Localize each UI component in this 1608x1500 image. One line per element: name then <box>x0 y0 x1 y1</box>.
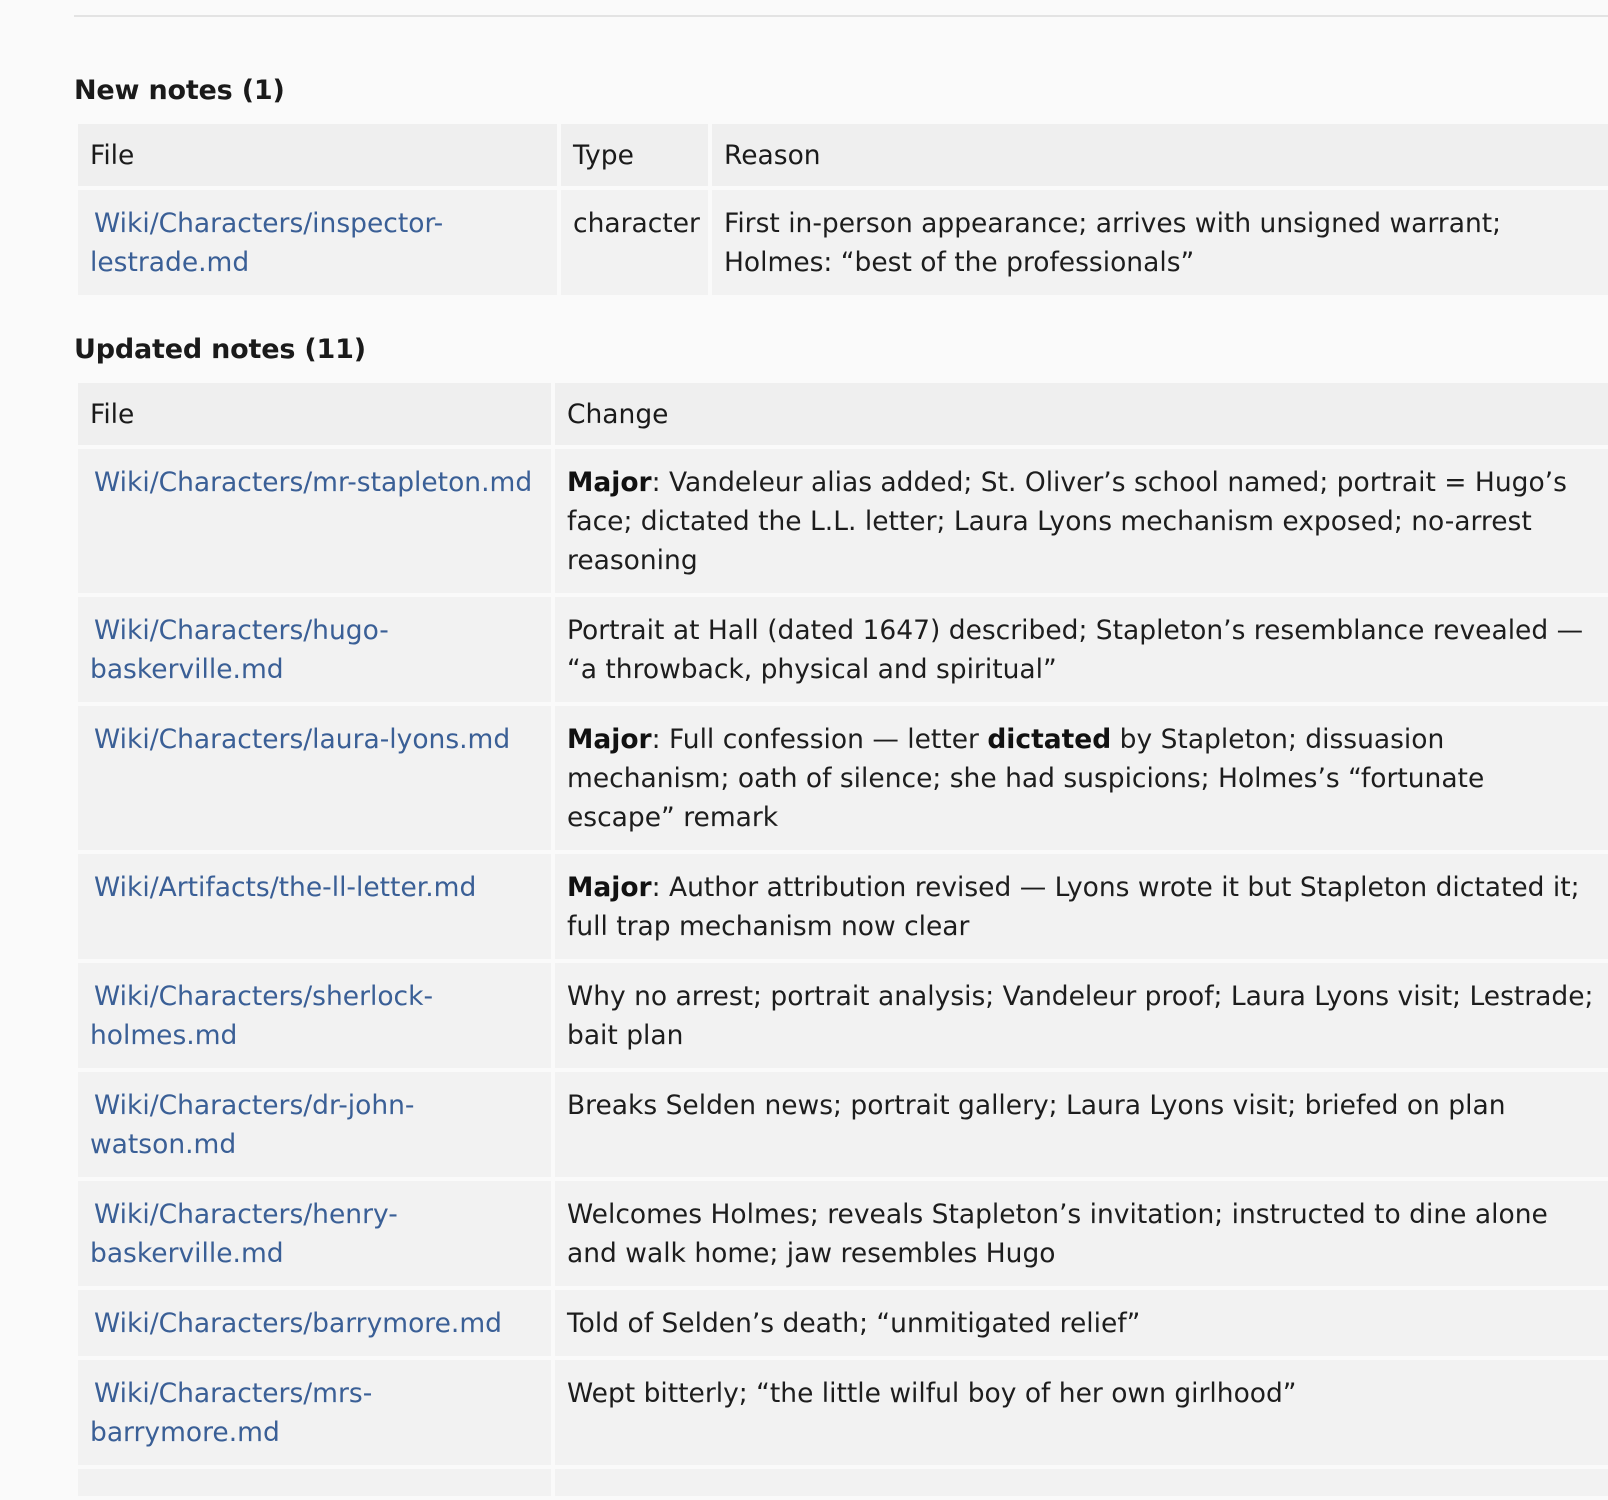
change-text: Told of Selden’s death; “unmitigated relief” <box>567 1308 1141 1339</box>
change-cell <box>555 854 1608 959</box>
change-text: Portrait at Hall (dated 1647) described; Stapleton’s resemblance revealed — “a throwback, physical and spiritual” <box>567 615 1584 685</box>
file-link[interactable]: Wiki/Characters/hugo-baskerville.md <box>90 615 389 685</box>
file-cell <box>78 854 551 959</box>
top-divider <box>74 15 1608 17</box>
table-row <box>78 190 1608 295</box>
table-row <box>78 1072 1608 1177</box>
change-text: Why no arrest; portrait analysis; Vandeleur proof; Laura Lyons visit; Lestrade; bait plan <box>567 981 1594 1051</box>
change-cell <box>555 1290 1608 1356</box>
file-link[interactable]: Wiki/Artifacts/the-ll-letter.md <box>94 872 477 903</box>
change-cell <box>555 1469 1608 1496</box>
change-cell <box>555 1072 1608 1177</box>
new-notes-heading: New notes (1) <box>74 75 285 106</box>
file-cell <box>78 1072 551 1177</box>
table-row <box>78 706 1608 850</box>
table-row <box>78 1469 1608 1496</box>
change-cell <box>555 597 1608 702</box>
header-type: Type <box>561 124 708 186</box>
file-cell <box>78 706 551 850</box>
file-link[interactable]: Wiki/Characters/laura-lyons.md <box>94 724 511 755</box>
table-row <box>78 1360 1608 1465</box>
header-file: File <box>78 124 557 186</box>
reason-cell: First in-person appearance; arrives with unsigned warrant; Holmes: “best of the professionals” <box>712 190 1608 295</box>
major-label: Major <box>567 467 652 498</box>
updated-notes-heading: Updated notes (11) <box>74 334 366 365</box>
new-notes-table <box>74 120 1608 299</box>
change-text: Welcomes Holmes; reveals Stapleton’s invitation; instructed to dine alone and walk home; jaw resembles Hugo <box>567 1199 1548 1269</box>
type-cell: character <box>561 190 708 295</box>
table-row <box>78 449 1608 593</box>
file-link[interactable]: Wiki/Characters/mr-stapleton.md <box>94 467 533 498</box>
change-text: : Vandeleur alias added; St. Oliver’s school named; portrait = Hugo’s face; dictated the L.L. letter; Laura Lyons mechanism exposed; no-arrest reasoning <box>567 467 1567 576</box>
file-link[interactable]: Wiki/Characters/sherlock-holmes.md <box>90 981 434 1051</box>
emphasis-text: dictated <box>987 724 1112 755</box>
file-link[interactable]: Wiki/Characters/inspector-lestrade.md <box>90 208 444 278</box>
updated-notes-table <box>74 379 1608 1500</box>
file-cell <box>78 1469 551 1496</box>
file-cell <box>78 1360 551 1465</box>
change-cell <box>555 963 1608 1068</box>
change-text: : Full confession — letter <box>651 724 988 755</box>
change-cell <box>555 449 1608 593</box>
table-header-row <box>78 383 1608 445</box>
change-cell <box>555 1181 1608 1286</box>
header-reason: Reason <box>712 124 1608 186</box>
table-header-row <box>78 124 1608 186</box>
change-text: Breaks Selden news; portrait gallery; Laura Lyons visit; briefed on plan <box>567 1090 1506 1121</box>
table-row <box>78 1181 1608 1286</box>
major-label: Major <box>567 872 652 903</box>
table-row <box>78 963 1608 1068</box>
change-text: : Author attribution revised — Lyons wrote it but Stapleton dictated it; full trap mechanism now clear <box>567 872 1580 942</box>
file-cell <box>78 190 557 295</box>
change-cell <box>555 706 1608 850</box>
file-link[interactable]: Wiki/Characters/mrs-barrymore.md <box>90 1378 373 1448</box>
file-link[interactable]: Wiki/Characters/barrymore.md <box>94 1308 502 1339</box>
file-cell <box>78 449 551 593</box>
table-row <box>78 854 1608 959</box>
header-file: File <box>78 383 551 445</box>
file-cell <box>78 963 551 1068</box>
file-cell <box>78 1290 551 1356</box>
major-label: Major <box>567 724 652 755</box>
file-link[interactable]: Wiki/Characters/henry-baskerville.md <box>90 1199 398 1269</box>
header-change: Change <box>555 383 1608 445</box>
change-text: Wept bitterly; “the little wilful boy of her own girlhood” <box>567 1378 1297 1409</box>
file-cell <box>78 1181 551 1286</box>
table-row <box>78 597 1608 702</box>
change-cell <box>555 1360 1608 1465</box>
file-cell <box>78 597 551 702</box>
file-link[interactable]: Wiki/Characters/dr-john-watson.md <box>90 1090 415 1160</box>
table-row <box>78 1290 1608 1356</box>
change-text: by Stapleton; dissuasion mechanism; oath of silence; she had suspicions; Holmes’s “fortunate escape” remark <box>567 724 1485 833</box>
